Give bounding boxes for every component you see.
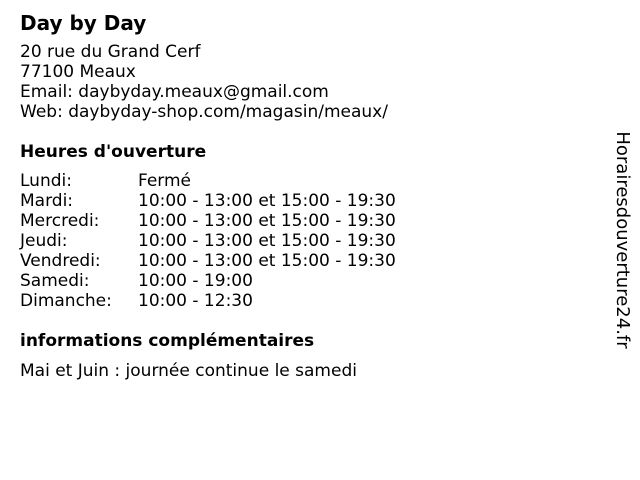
hours-row: [20, 231, 600, 251]
hours-time: Fermé: [138, 171, 192, 191]
hours-day: Mardi:: [20, 191, 74, 211]
hours-row: [20, 251, 600, 271]
hours-table: [20, 171, 600, 311]
hours-time: 10:00 - 19:00: [138, 271, 253, 291]
hours-day: Vendredi:: [20, 251, 101, 271]
hours-row: [20, 271, 600, 291]
hours-time: 10:00 - 13:00 et 15:00 - 19:30: [138, 251, 396, 271]
info-text: Mai et Juin : journée continue le samedi: [20, 361, 357, 381]
store-contact: [20, 42, 600, 122]
hours-row: [20, 211, 600, 231]
hours-day: Mercredi:: [20, 211, 100, 231]
hours-time: 10:00 - 13:00 et 15:00 - 19:30: [138, 211, 396, 231]
hours-row: [20, 191, 600, 211]
side-brand-watermark: Horairesdouverture24.fr: [612, 131, 633, 349]
hours-time: 10:00 - 13:00 et 15:00 - 19:30: [138, 231, 396, 251]
address-line-1: 20 rue du Grand Cerf: [20, 42, 201, 62]
email-line: Email: daybyday.meaux@gmail.com: [20, 82, 329, 102]
hours-day: Jeudi:: [20, 231, 68, 251]
hours-row: [20, 171, 600, 191]
hours-time: 10:00 - 13:00 et 15:00 - 19:30: [138, 191, 396, 211]
web-line: Web: daybyday-shop.com/magasin/meaux/: [20, 102, 388, 122]
info-heading: informations complémentaires: [20, 331, 315, 351]
hours-row: [20, 291, 600, 311]
address-line-2: 77100 Meaux: [20, 62, 136, 82]
hours-day: Lundi:: [20, 171, 72, 191]
hours-time: 10:00 - 12:30: [138, 291, 253, 311]
hours-heading: Heures d'ouverture: [20, 142, 207, 162]
hours-day: Samedi:: [20, 271, 90, 291]
store-card: [20, 10, 600, 381]
hours-day: Dimanche:: [20, 291, 112, 311]
store-name: Day by Day: [20, 11, 147, 35]
